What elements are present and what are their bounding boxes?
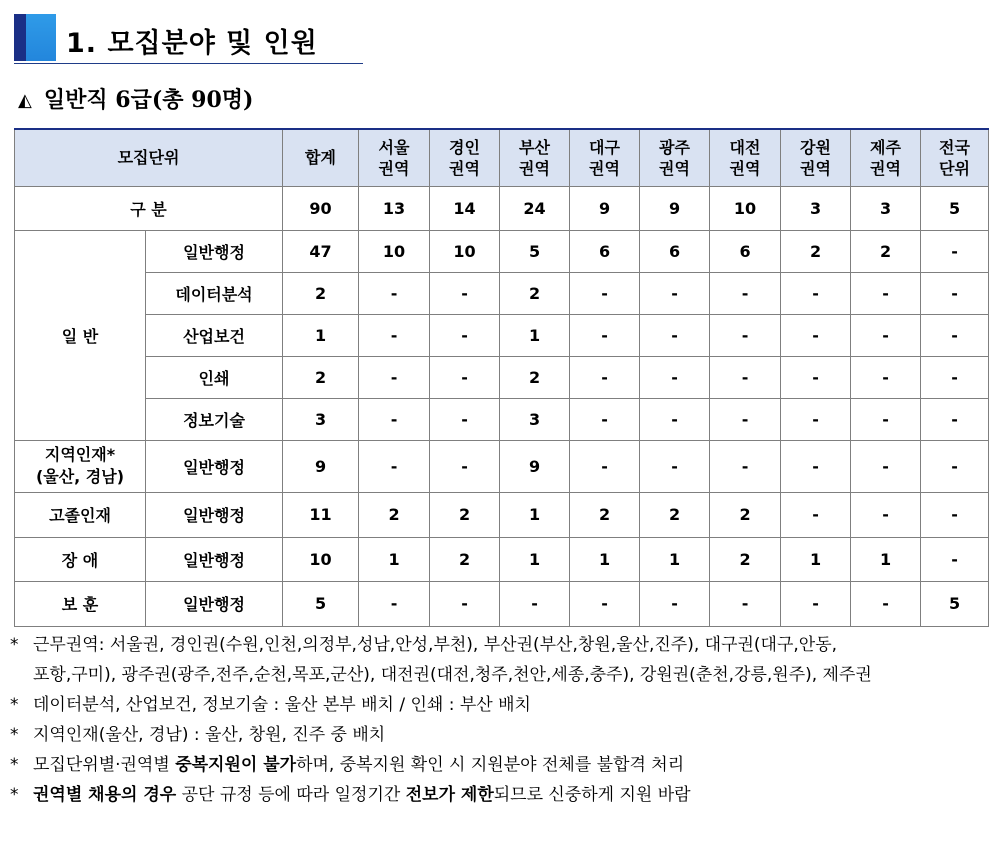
table-row [15,537,989,581]
cell-value: - [710,356,781,398]
recruitment-table [14,128,989,627]
cell-value: 2 [359,492,430,537]
field-name: 일반행정 [146,581,283,626]
cell-value: - [640,314,710,356]
field-name: 인쇄 [146,356,283,398]
cell-value: 2 [500,356,570,398]
cell-value: - [570,272,640,314]
cell-value: - [921,492,989,537]
cell-value: - [781,356,851,398]
note-transfer: * 권역별 채용의 경우 공단 규정 등에 따라 일정기간 전보가 제한되므로 신중하게 지원 바람 [10,785,691,805]
table-header-row [15,129,989,186]
cell-value: - [640,398,710,440]
group-label: 일 반 [15,230,146,440]
summary-value: 3 [851,186,921,230]
cell-value: - [851,272,921,314]
cell-value: 1 [359,537,430,581]
cell-value: 2 [851,230,921,272]
cell-value: - [921,440,989,492]
cell-value: - [851,440,921,492]
cell-value: - [430,356,500,398]
cell-value: - [570,356,640,398]
table-row [15,272,989,314]
field-name: 정보기술 [146,398,283,440]
summary-value: 13 [359,186,430,230]
field-name: 일반행정 [146,492,283,537]
cell-value: 1 [500,314,570,356]
header-region: 부산 권역 [500,129,570,186]
cell-value: 9 [500,440,570,492]
header-unit: 모집단위 [15,129,283,186]
note-duplicate: * 모집단위별·권역별 중복지원이 불가하며, 중복지원 확인 시 지원분야 전체를 불합격 처리 [10,755,685,775]
cell-value: - [359,314,430,356]
summary-value: 9 [570,186,640,230]
cell-value: - [359,356,430,398]
cell-value: 11 [283,492,359,537]
header-region: 강원 권역 [781,129,851,186]
cell-value: - [781,581,851,626]
cell-value: - [359,440,430,492]
cell-value: - [851,314,921,356]
cell-value: 2 [710,537,781,581]
summary-value: 9 [640,186,710,230]
note-regions-cont: 포항,구미), 광주권(광주,전주,순천,목포,군산), 대전권(대전,청주,천안,세종,충주), 강원권(춘천,강릉,원주), 제주권 [33,665,872,685]
subtitle-text: 일반직 6급(총 90명) [43,87,254,113]
group-label: 장 애 [15,537,146,581]
note-regions: * 근무권역: 서울권, 경인권(수원,인천,의정부,성남,안성,부천), 부산권(부산,창원,울산,진주), 대구권(대구,안동, [10,635,838,655]
cell-value: 5 [921,581,989,626]
cell-value: - [851,492,921,537]
cell-value: 5 [500,230,570,272]
cell-value: - [430,272,500,314]
cell-value: 3 [283,398,359,440]
cell-value: 10 [283,537,359,581]
title-accent-bar [14,14,26,61]
cell-value: - [710,314,781,356]
cell-value: 1 [570,537,640,581]
cell-value: 1 [283,314,359,356]
summary-value: 10 [710,186,781,230]
notes [10,630,995,810]
cell-value: 6 [570,230,640,272]
cell-value: - [710,440,781,492]
cell-value: - [921,314,989,356]
cell-value: - [710,398,781,440]
cell-value: - [781,492,851,537]
cell-value: - [781,398,851,440]
table-row [15,230,989,272]
header-region: 경인 권역 [430,129,500,186]
section-title: 1. 모집분야 및 인원 [66,28,318,59]
cell-value: 2 [500,272,570,314]
title-accent-bar-light [26,14,56,61]
table-row [15,398,989,440]
cell-value: 5 [283,581,359,626]
cell-value: - [640,581,710,626]
header-region: 제주 권역 [851,129,921,186]
triangle-icon: ◭ [18,90,32,111]
cell-value: - [781,440,851,492]
cell-value: - [921,230,989,272]
cell-value: 9 [283,440,359,492]
field-name: 일반행정 [146,230,283,272]
cell-value: 6 [710,230,781,272]
cell-value: 6 [640,230,710,272]
group-label: 보 훈 [15,581,146,626]
cell-value: - [640,356,710,398]
cell-value: 10 [359,230,430,272]
summary-value: 14 [430,186,500,230]
cell-value: 2 [283,272,359,314]
cell-value: 2 [283,356,359,398]
note-placement: * 데이터분석, 산업보건, 정보기술 : 울산 본부 배치 / 인쇄 : 부산 배치 [10,695,531,715]
cell-value: 2 [640,492,710,537]
cell-value: 1 [781,537,851,581]
cell-value: - [640,440,710,492]
subtitle [18,83,253,114]
group-label: 지역인재* (울산, 경남) [15,440,146,492]
cell-value: - [851,398,921,440]
summary-label: 구 분 [15,186,283,230]
section-header [14,12,363,64]
cell-value: - [921,398,989,440]
cell-value: 2 [430,537,500,581]
header-region: 대구 권역 [570,129,640,186]
cell-value: - [921,272,989,314]
cell-value: - [710,272,781,314]
cell-value: - [430,398,500,440]
cell-value: 10 [430,230,500,272]
header-region: 전국 단위 [921,129,989,186]
cell-value: - [851,356,921,398]
summary-value: 3 [781,186,851,230]
cell-value: - [359,398,430,440]
cell-value: 47 [283,230,359,272]
header-region: 대전 권역 [710,129,781,186]
cell-value: - [570,398,640,440]
header-total: 합계 [283,129,359,186]
cell-value: - [921,356,989,398]
cell-value: - [500,581,570,626]
cell-value: - [570,581,640,626]
summary-value: 90 [283,186,359,230]
cell-value: - [781,272,851,314]
cell-value: 1 [640,537,710,581]
table-row [15,581,989,626]
cell-value: 1 [500,537,570,581]
cell-value: - [851,581,921,626]
header-region: 광주 권역 [640,129,710,186]
cell-value: - [359,272,430,314]
cell-value: - [430,581,500,626]
cell-value: - [430,314,500,356]
group-label: 고졸인재 [15,492,146,537]
table-row [15,314,989,356]
note-local-talent: * 지역인재(울산, 경남) : 울산, 창원, 진주 중 배치 [10,725,386,745]
table-row [15,440,989,492]
field-name: 일반행정 [146,440,283,492]
cell-value: 3 [500,398,570,440]
cell-value: - [710,581,781,626]
summary-value: 24 [500,186,570,230]
cell-value: 2 [430,492,500,537]
cell-value: - [921,537,989,581]
cell-value: - [430,440,500,492]
header-region: 서울 권역 [359,129,430,186]
table-row [15,492,989,537]
cell-value: 2 [570,492,640,537]
cell-value: 2 [710,492,781,537]
cell-value: - [359,581,430,626]
cell-value: - [640,272,710,314]
field-name: 일반행정 [146,537,283,581]
field-name: 산업보건 [146,314,283,356]
summary-row [15,186,989,230]
table-row [15,356,989,398]
cell-value: 2 [781,230,851,272]
cell-value: - [570,440,640,492]
cell-value: - [781,314,851,356]
cell-value: 1 [851,537,921,581]
cell-value: 1 [500,492,570,537]
field-name: 데이터분석 [146,272,283,314]
cell-value: - [570,314,640,356]
summary-value: 5 [921,186,989,230]
